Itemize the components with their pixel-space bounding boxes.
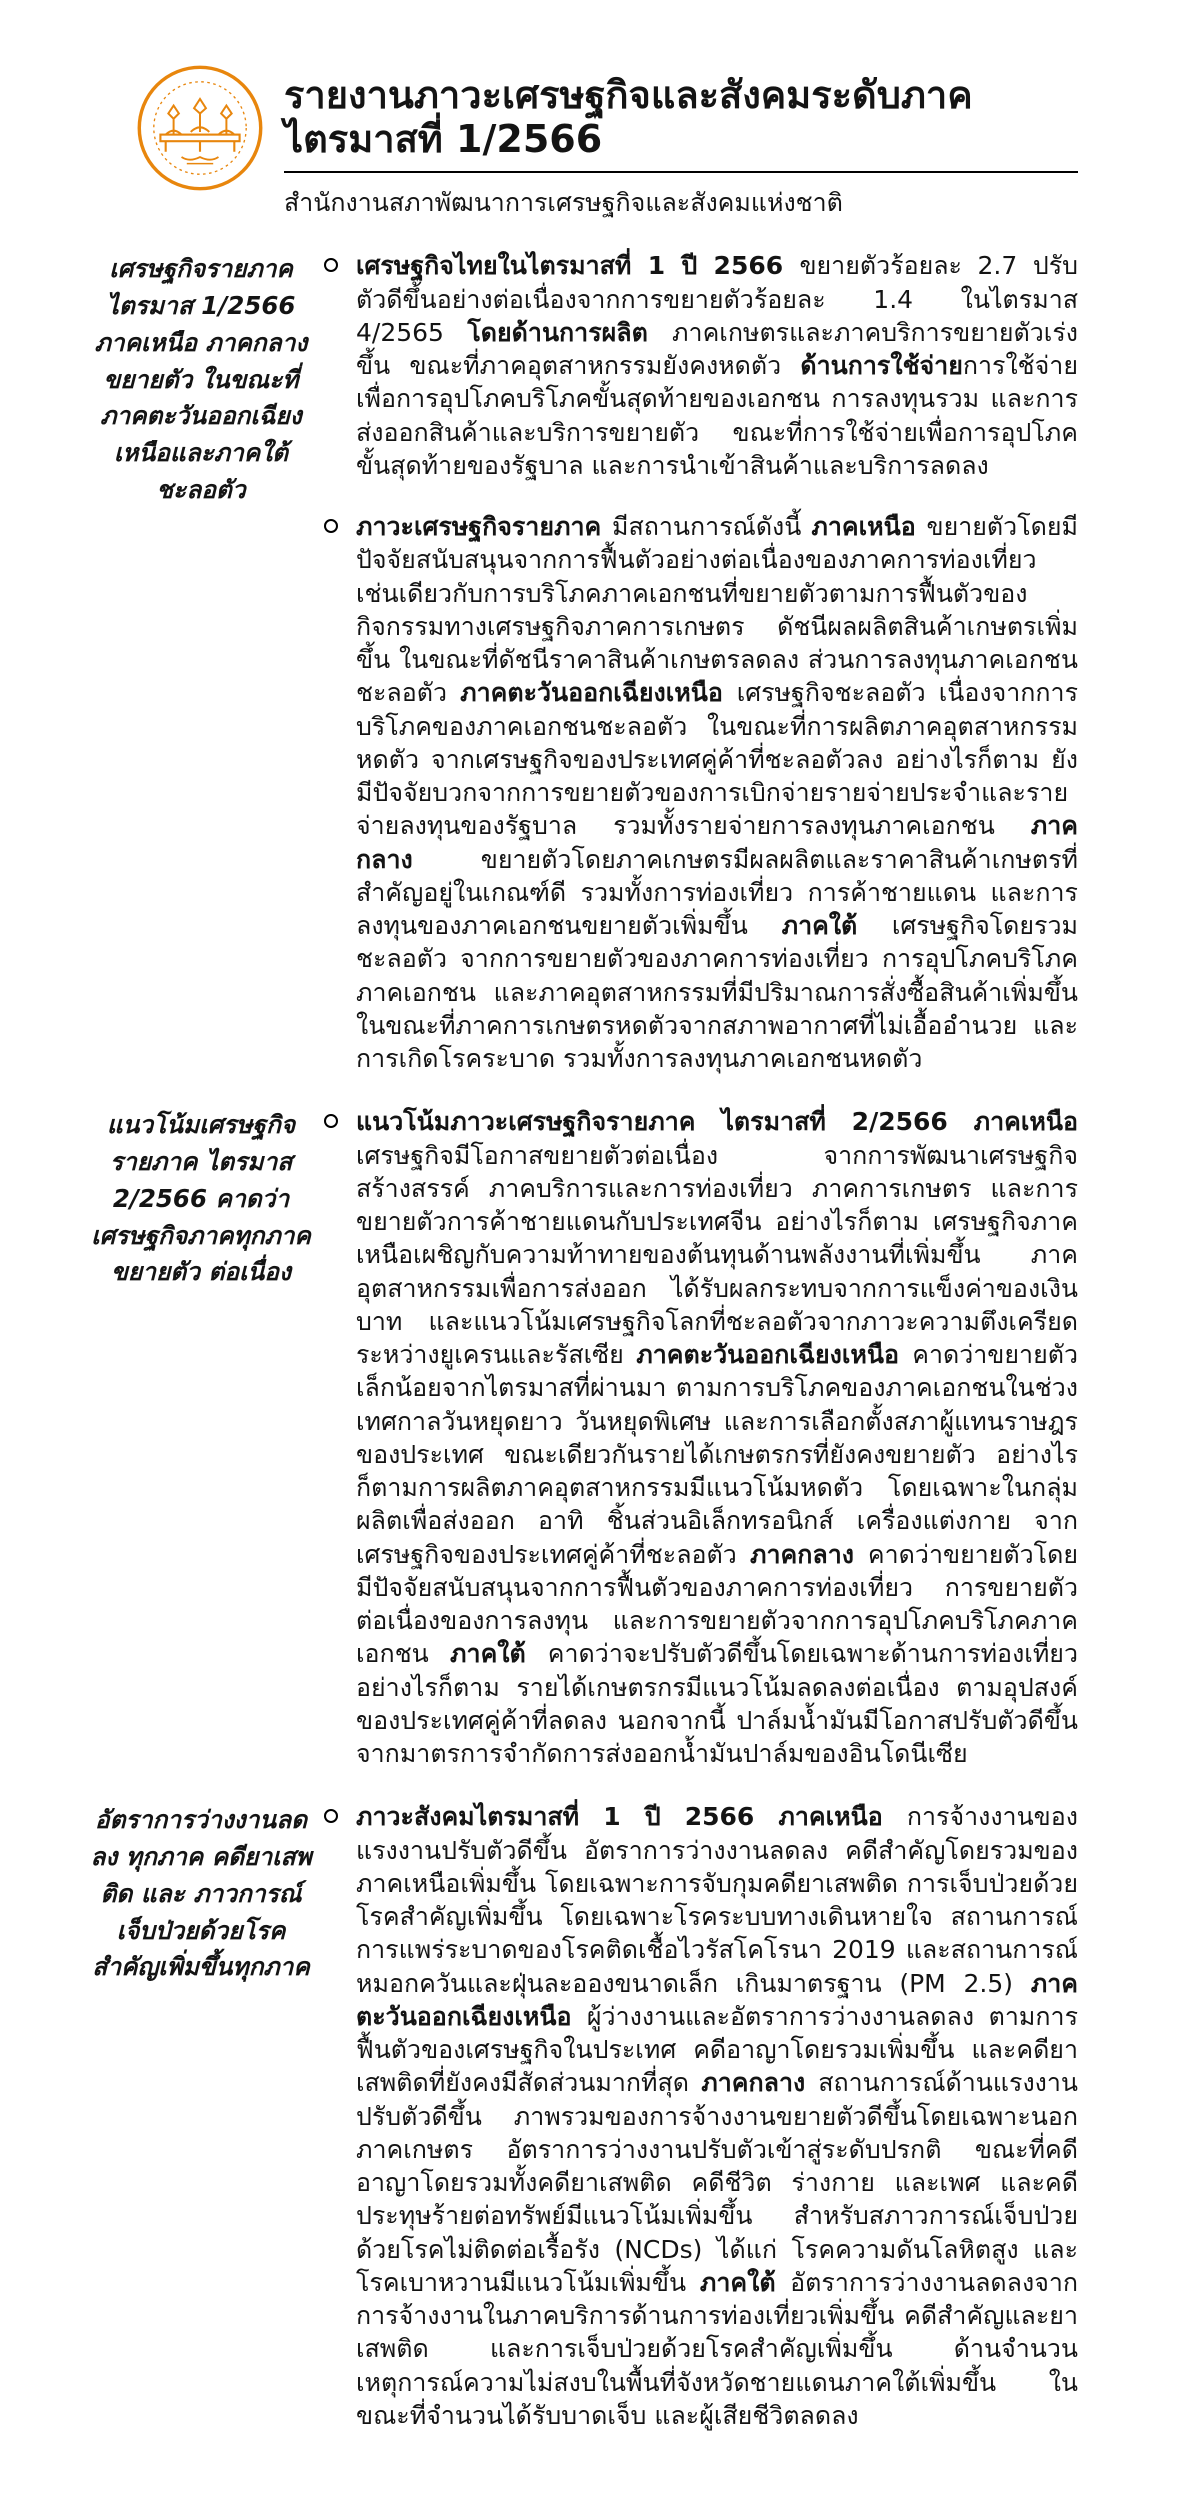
emphasis-text: ภาคกลาง: [750, 1539, 868, 1569]
page-subtitle: สำนักงานสภาพัฒนาการเศรษฐกิจและสังคมแห่งชาติ: [284, 188, 843, 218]
margin-note-outlook-q2: แนวโน้มเศรษฐกิจรายภาค ไตรมาส 2/2566 คาดว่า เศรษฐกิจภาคทุกภาคขยายตัว ต่อเนื่อง: [91, 1110, 311, 1287]
emphasis-text: ภาคตะวันออกเฉียงเหนือ: [356, 1968, 1078, 2031]
emphasis-text: โดยด้านการผลิต: [467, 317, 673, 347]
body-text: การใช้จ่ายเพื่อการอุปโภคบริโภคขั้นสุดท้ายของเอกชน การลงทุนรวม และการส่งออกสินค้าและบริการขยายตัว ขณะที่การใช้จ่ายเพื่อการอุปโภคขั้นสุดท้ายของรัฐบาล และการนำเข้าสินค้าและบริการลดลง: [356, 351, 1078, 480]
paragraph-regional-economy: [356, 510, 1078, 1075]
bullet-thai-economy: [322, 249, 1078, 482]
bullet-outlook: [322, 1105, 1078, 1770]
emphasis-text: เศรษฐกิจไทยในไตรมาสที่ 1 ปี 2566: [356, 251, 800, 281]
body-text: เศรษฐกิจมีโอกาสขยายตัวต่อเนื่อง จากการพัฒนาเศรษฐกิจสร้างสรรค์ ภาคบริการและการท่องเที่ยว ภาคการเกษตร และการขยายตัวการค้าชายแดนกับประเทศจีน อย่างไรก็ตาม เศรษฐกิจภาคเหนือเผชิญกับความท้าทายของต้นทุนด้านพลังงานที่เพิ่มขึ้น ภาคอุตสาหกรรมเพื่อการส่งออก ได้รับผลกระทบจากการแข็งค่าของเงินบาท และแนวโน้มเศรษฐกิจโลกที่ชะลอตัวจากภาวะความตึงเครียดระหว่างยูเครนและรัสเซีย: [356, 1140, 1078, 1370]
body-text: ขยายตัวโดยภาคเกษตรมีผลผลิตและราคาสินค้าเกษตรที่สำคัญอยู่ในเกณฑ์ดี รวมทั้งการท่องเที่ยว การค้าชายแดน และการลงทุนของภาคเอกชนขยายตัวเพิ่มขึ้น: [356, 844, 1078, 941]
nesdc-logo: [134, 62, 266, 194]
paragraph-social: [356, 1800, 1078, 2432]
body-text: ภาคเกษตรและภาคบริการขยายตัวเร่งขึ้น ขณะที่ภาคอุตสาหกรรมยังคงหดตัว: [356, 317, 1078, 381]
nesdc-emblem-icon: [134, 62, 266, 194]
margin-note-economy-q1: เศรษฐกิจรายภาคไตรมาส 1/2566 ภาคเหนือ ภาคกลางขยายตัว ในขณะที่ภาคตะวันออกเฉียงเหนือและภาคใต้ชะลอตัว: [94, 254, 308, 504]
emphasis-text: ภาคตะวันออกเฉียงเหนือ: [460, 678, 737, 708]
bullet-circle-icon: [324, 1114, 338, 1128]
emphasis-text: ภาวะเศรษฐกิจรายภาค: [356, 512, 613, 542]
page-title: รายงานภาวะเศรษฐกิจและสังคมระดับภาค ไตรมาสที่ 1/2566: [284, 74, 1078, 173]
body-text: คาดว่าขยายตัวโดยมีปัจจัยสนับสนุนจากการฟื้นตัวของภาคการท่องเที่ยว การขยายตัวต่อเนื่องของการลงทุน และการขยายตัวจากการอุปโภคบริโภคภาคเอกชน: [356, 1539, 1078, 1669]
body-text: ขยายตัวร้อยละ 2.7 ปรับตัวดีขึ้นอย่างต่อเนื่องจากการขยายตัวร้อยละ 1.4 ในไตรมาส 4/2565: [356, 251, 1078, 347]
section-3-paragraphs: [322, 1800, 1078, 2432]
body-text: การจ้างงานของแรงงานปรับตัวดีขึ้น อัตราการว่างงานลดลง คดีสำคัญโดยรวมของภาคเหนือเพิ่มขึ้น โดยเฉพาะการจับกุมคดียาเสพติด การเจ็บป่วยด้วยโรคสำคัญเพิ่มขึ้น โดยเฉพาะโรคระบบทางเดินหายใจ สถานการณ์การแพร่ระบาดของโรคติดเชื้อไวรัสโคโรนา 2019 และสถานการณ์หมอกควันและฝุ่นละอองขนาดเล็ก เกินมาตรฐาน (PM 2.5): [356, 1802, 1078, 1998]
emphasis-text: ภาคตะวันออกเฉียงเหนือ: [636, 1340, 913, 1370]
body-text: เศรษฐกิจชะลอตัว เนื่องจากการบริโภคของภาคเอกชนชะลอตัว ในขณะที่การผลิตภาคอุตสาหกรรมหดตัว จากเศรษฐกิจของประเทศคู่ค้าที่ชะลอตัวลง อย่างไรก็ตาม ยังมีปัจจัยบวกจากการขยายตัวของการเบิกจ่ายรายจ่ายประจำและรายจ่ายลงทุนของรัฐบาล รวมทั้งรายจ่ายการลงทุนภาคเอกชน: [356, 678, 1078, 841]
body-text: ขยายตัวโดยมีปัจจัยสนับสนุนจากการฟื้นตัวอย่างต่อเนื่องของภาคการท่องเที่ยว เช่นเดียวกับการบริโภคภาคเอกชนที่ขยายตัวตามการฟื้นตัวของกิจกรรมทางเศรษฐกิจภาคการเกษตร ดัชนีผลผลิตสินค้าเกษตรเพิ่มขึ้น ในขณะที่ดัชนีราคาสินค้าเกษตรลดลง ส่วนการลงทุนภาคเอกชนชะลอตัว: [356, 512, 1078, 708]
report-header: [134, 60, 1078, 223]
header-text: [266, 60, 1078, 223]
emphasis-text: ภาคใต้: [450, 1639, 548, 1669]
paragraph-thai-economy: [356, 249, 1078, 482]
section-2-paragraphs: [322, 1105, 1078, 1770]
emphasis-text: ภาคกลาง: [701, 2068, 819, 2098]
body-text: เศรษฐกิจโดยรวมชะลอตัว จากการขยายตัวของภาคการท่องเที่ยว การอุปโภคบริโภคภาคเอกชน และภาคอุตสาหกรรมที่มีปริมาณการสั่งซื้อสินค้าเพิ่มขึ้น ในขณะที่ภาคการเกษตรหดตัวจากสภาพอากาศที่ไม่เอื้ออำนวย และการเกิดโรคระบาด รวมทั้งการลงทุนภาคเอกชนหดตัว: [356, 911, 1079, 1074]
bullet-circle-icon: [324, 519, 338, 533]
emphasis-text: แนวโน้มภาวะเศรษฐกิจรายภาค ไตรมาสที่ 2/2566 ภาคเหนือ: [356, 1107, 1078, 1137]
bullet-social: [322, 1800, 1078, 2432]
emphasis-text: ภาคใต้: [699, 2267, 791, 2297]
bullet-circle-icon: [324, 1809, 338, 1823]
body-text: มีสถานการณ์ดังนี้: [612, 512, 812, 542]
margin-note-social-q1: อัตราการว่างงานลดลง ทุกภาค คดียาเสพติด และ ภาวการณ์เจ็บป่วยด้วยโรค สำคัญเพิ่มขึ้นทุกภาค: [90, 1805, 312, 1982]
emphasis-text: ภาคเหนือ: [811, 512, 927, 542]
section-1-paragraphs: [322, 249, 1078, 1075]
body-text: ผู้ว่างงานและอัตราการว่างงานลดลง ตามการฟื้นตัวของเศรษฐกิจในประเทศ คดีอาญาโดยรวมเพิ่มขึ้น และคดียาเสพติดที่ยังคงมีสัดส่วนมากที่สุด: [356, 2001, 1079, 2098]
body-text: คาดว่าขยายตัวเล็กน้อยจากไตรมาสที่ผ่านมา ตามการบริโภคของภาคเอกชนในช่วงเทศกาลวันหยุดยาว วันหยุดพิเศษ และการเลือกตั้งสภาผู้แทนราษฎรของประเทศ ขณะเดียวกันรายได้เกษตรกรที่ยังคงขยายตัว อย่างไรก็ตามการผลิตภาคอุตสาหกรรมมีแนวโน้มหดตัว โดยเฉพาะในกลุ่มผลิตเพื่อส่งออก อาทิ ชิ้นส่วนอิเล็กทรอนิกส์ เครื่องแต่งกาย จากเศรษฐกิจของประเทศคู่ค้าที่ชะลอตัว: [356, 1340, 1078, 1569]
body-text: อัตราการว่างงานลดลงจากการจ้างงานในภาคบริการด้านการท่องเที่ยวเพิ่มขึ้น คดีสำคัญและยาเสพติด และการเจ็บป่วยด้วยโรคสำคัญเพิ่มขึ้น ด้านจำนวนเหตุการณ์ความไม่สงบในพื้นที่จังหวัดชายแดนภาคใต้เพิ่มขึ้น ในขณะที่จำนวนได้รับบาดเจ็บ และผู้เสียชีวิตลดลง: [356, 2267, 1079, 2430]
emphasis-text: ภาคกลาง: [356, 811, 1078, 874]
section-social-q1: [90, 1800, 1078, 2432]
section-regional-economy-q1: [90, 249, 1078, 1075]
body-text: คาดว่าจะปรับตัวดีขึ้นโดยเฉพาะด้านการท่องเที่ยว อย่างไรก็ตาม รายได้เกษตรกรมีแนวโน้มลดลงต่อเนื่อง ตามอุปสงค์ของประเทศคู่ค้าที่ลดลง นอกจากนี้ ปาล์มน้ำมันมีโอกาสปรับตัวดีขึ้น จากมาตรการจำกัดการส่งออกน้ำมันปาล์มของอินโดนีเซีย: [356, 1639, 1078, 1769]
body-text: สถานการณ์ด้านแรงงานปรับตัวดีขึ้น ภาพรวมของการจ้างงานขยายตัวดีขึ้นโดยเฉพาะนอกภาคเกษตร อัตราการว่างงานปรับตัวเข้าสู่ระดับปรกติ ขณะที่คดีอาญาโดยรวมทั้งคดียาเสพติด คดีชีวิต ร่างกาย และเพศ และคดีประทุษร้ายต่อทรัพย์มีแนวโน้มเพิ่มขึ้น สำหรับสภาวการณ์เจ็บป่วยด้วยโรคไม่ติดต่อเรื้อรัง (NCDs) ได้แก่ โรคความดันโลหิตสูง และโรคเบาหวานมีแนวโน้มเพิ่มขึ้น: [356, 2068, 1078, 2297]
section-outlook-q2: [90, 1105, 1078, 1770]
emphasis-text: ภาคใต้: [781, 911, 892, 941]
bullet-regional-economy: [322, 510, 1078, 1075]
emphasis-text: ภาวะสังคมไตรมาสที่ 1 ปี 2566 ภาคเหนือ: [356, 1802, 907, 1832]
bullet-circle-icon: [324, 258, 338, 272]
paragraph-outlook: [356, 1105, 1078, 1770]
report-body: [90, 249, 1078, 2432]
emphasis-text: ด้านการใช้จ่าย: [800, 351, 963, 381]
